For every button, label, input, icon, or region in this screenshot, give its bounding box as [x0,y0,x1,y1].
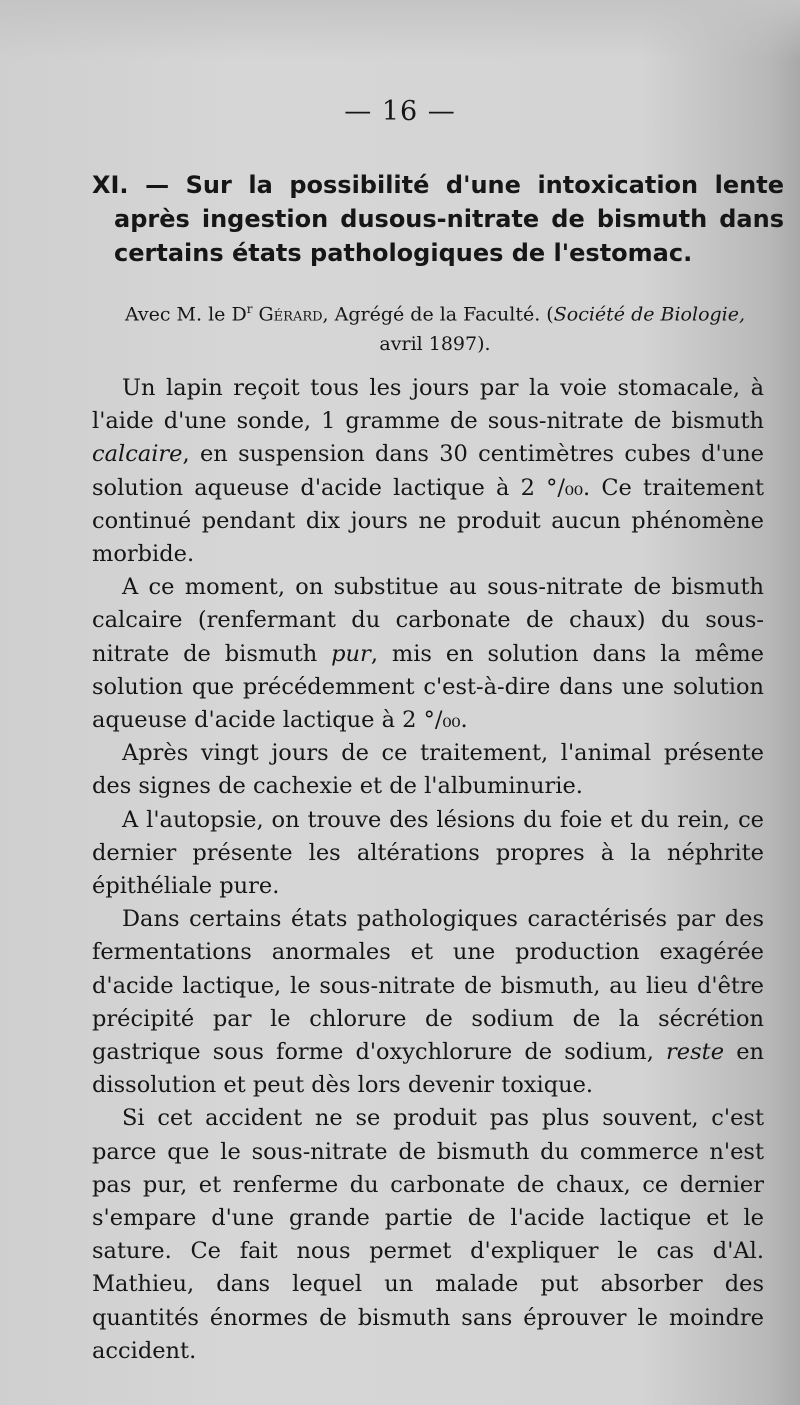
credit-line [110,294,760,359]
paragraph [92,1102,764,1368]
paragraph-emphasis: reste [666,1039,725,1066]
paragraph-text: , mis en solution dans la même solution que précédemment c'est-à-dire dans une solution aqueuse d'acide lactique à 2 °/₀₀. [92,640,765,734]
paragraph-text: A l'autopsie, on trouve des lésions du foie et du rein, ce dernier présente les altérations propres à la néphrite épithéliale pure. [92,806,764,900]
paragraph [92,571,764,737]
paragraph-text: , en suspension dans 30 centimètres cubes d'une solution aqueuse d'acide lactique à 2 °/₀₀. Ce traitement continué pendant dix jours ne produit aucun phénomène morbide. [92,441,764,568]
page-shadow [0,0,800,60]
credit-affiliation: , Agrégé de la Faculté. ( [322,303,554,326]
body-text [92,372,764,1368]
paragraph-emphasis: pur [331,640,371,667]
paragraph-text: Dans certains états pathologiques caractérisés par des fermentations anormales et une production exagérée d'acide lactique, le sous-nitrate de bismuth, au lieu d'être précipité par le chlorure de sodium de la sécrétion gastrique sous forme d'oxychlorure de sodium, [92,906,764,1066]
paragraph [92,372,764,571]
credit-author: Gérard [258,303,323,326]
paragraph-text: Si cet accident ne se produit pas plus souvent, c'est parce que le sous-nitrate de bismuth du commerce n'est pas pur, et renferme du carbonate de chaux, ce dernier s'empare d'une grande partie de l'acide lactique et le sature. Ce fait nous permet d'expliquer le cas d'Al. Mathieu, dans lequel un malade put absorber des quantités énormes de bismuth sans éprouver le moindre accident. [92,1105,764,1364]
page-number: — 16 — [344,96,456,127]
credit-venue: Société de Biologie, [553,303,746,326]
paragraph [92,903,764,1102]
credit-prefix: Avec M. le D [124,303,247,326]
section-title: XI. — Sur la possibilité d'une intoxication lente après ingestion dusous-nitrate de bismuth dans certains états pathologiques de l'estomac. [92,171,784,267]
paragraph-text: Un lapin reçoit tous les jours par la voie stomacale, à l'aide d'une sonde, 1 gramme de sous-nitrate de bismuth [92,375,764,435]
paragraph-emphasis: calcaire [92,441,183,468]
credit-date: avril 1897). [379,333,491,356]
paragraph-text: A ce moment, on substitue au sous-nitrate de bismuth calcaire (renfermant du carbonate de chaux) du sous-nitrate de bismuth [92,574,764,667]
paragraph [92,804,764,904]
paragraph-text: en dissolution et peut dès lors devenir toxique. [92,1039,765,1099]
paragraph [92,737,764,803]
credit-sup: r [246,302,253,316]
paragraph-text: Après vingt jours de ce traitement, l'animal présente des signes de cachexie et de l'albuminurie. [92,740,764,800]
